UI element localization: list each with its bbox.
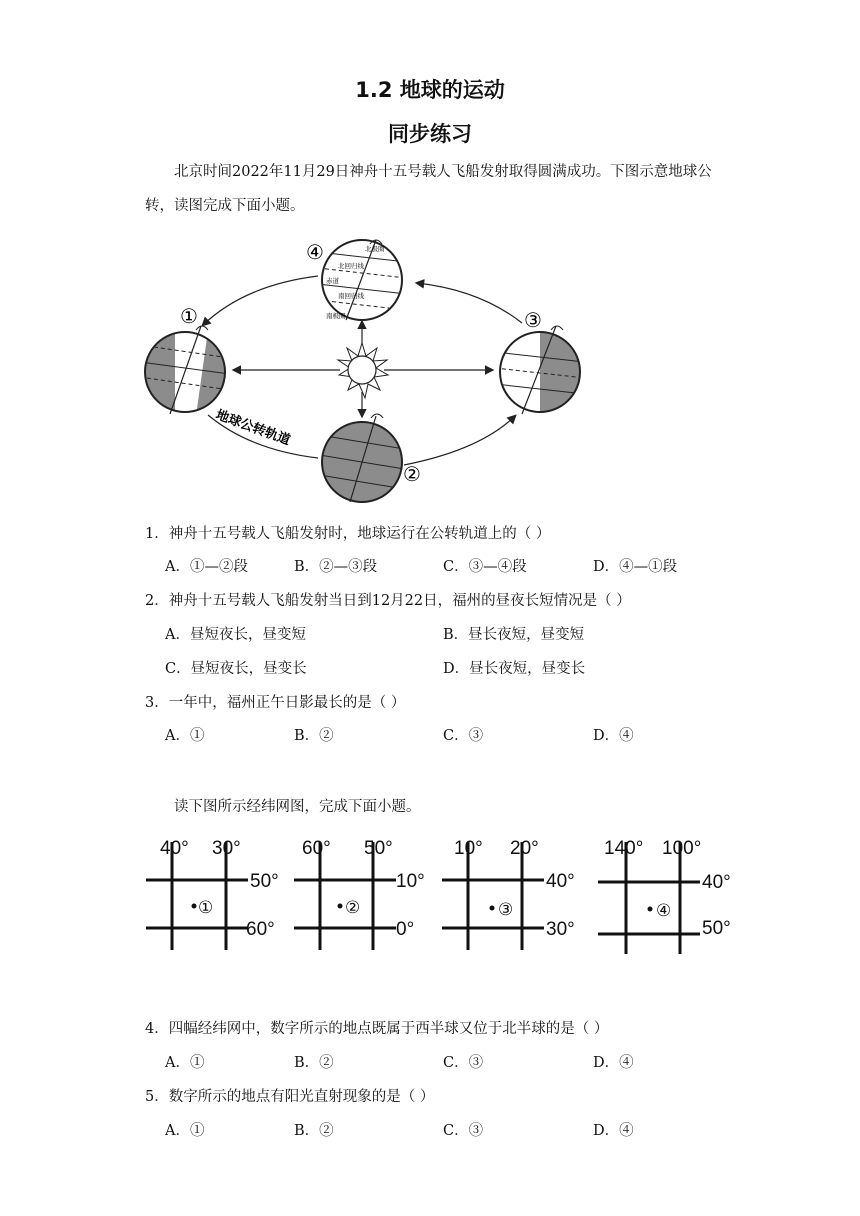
- q3-option-b[interactable]: B．②: [294, 728, 334, 744]
- grid2-lon-right: 50°: [364, 838, 393, 859]
- q5-option-d[interactable]: D．④: [593, 1123, 634, 1139]
- q2-option-b[interactable]: B．昼长夜短，昼变短: [443, 627, 585, 643]
- q4-option-c[interactable]: C．③: [443, 1055, 484, 1071]
- earth-position-3: [495, 326, 585, 420]
- grid3-lon-left: 10°: [454, 838, 483, 859]
- grid1-lat-top: 50°: [250, 871, 279, 892]
- q1-option-a[interactable]: A．①—②段: [165, 559, 248, 575]
- earth4-label-antarctic-circle: 南极圈: [326, 312, 346, 320]
- earth4-label-arctic-circle: 北极圈: [365, 245, 385, 253]
- graticule-grid-2: [294, 838, 425, 950]
- grid3-lat-top: 40°: [546, 871, 575, 892]
- grid1-lon-left: 40°: [160, 838, 189, 859]
- grid3-point: ③: [498, 900, 514, 919]
- q1-option-d[interactable]: D．④—①段: [593, 559, 678, 575]
- earth-position-2: [320, 414, 410, 510]
- grid4-lon-left: 140°: [604, 838, 644, 859]
- intro-paragraph-1: 北京时间2022年11月29日神舟十五号载人飞船发射取得圆满成功。下图示意地球公转，读图完成下面小题。: [145, 164, 712, 214]
- intro-paragraph-2: 读下图所示经纬网图，完成下面小题。: [174, 799, 421, 815]
- q2-option-c[interactable]: C．昼短夜长，昼变长: [165, 661, 307, 677]
- grid4-lon-right: 100°: [662, 838, 702, 859]
- grid4-point: ④: [656, 901, 672, 920]
- grid4-lat-bottom: 50°: [702, 918, 731, 939]
- grid2-lon-left: 60°: [302, 838, 331, 859]
- page-subtitle: 同步练习: [388, 122, 472, 146]
- graticule-grid-1: [146, 838, 279, 950]
- grid1-lon-right: 30°: [212, 838, 241, 859]
- position-label-1: ①: [180, 304, 198, 328]
- q5-option-b[interactable]: B．②: [294, 1123, 334, 1139]
- graticule-diagrams: [0, 830, 860, 990]
- graticule-grid-4: [598, 838, 731, 954]
- q3-option-c[interactable]: C．③: [443, 728, 484, 744]
- q3-option-d[interactable]: D．④: [593, 728, 634, 744]
- grid2-point: ②: [345, 898, 361, 917]
- orbit-arc-3-4: [417, 283, 522, 323]
- question-1-stem: 1．神舟十五号载人飞船发射时，地球运行在公转轨道上的（ ）: [145, 526, 551, 542]
- q1-option-c[interactable]: C．③—④段: [443, 559, 527, 575]
- q1-option-b[interactable]: B．②—③段: [294, 559, 378, 575]
- earth4-label-equator: 赤道: [326, 277, 339, 285]
- question-3-stem: 3．一年中，福州正午日影最长的是（ ）: [145, 695, 406, 711]
- q2-option-d[interactable]: D．昼长夜短，昼变长: [443, 661, 586, 677]
- q4-option-d[interactable]: D．④: [593, 1055, 634, 1071]
- sun-icon: [338, 343, 388, 398]
- orbit-arc-2-3: [404, 416, 515, 465]
- question-2-stem: 2．神舟十五号载人飞船发射当日到12月22日，福州的昼夜长短情况是（ ）: [145, 593, 631, 609]
- grid2-lat-bottom: 0°: [396, 919, 415, 940]
- q5-option-a[interactable]: A．①: [165, 1123, 205, 1139]
- q5-option-c[interactable]: C．③: [443, 1123, 484, 1139]
- graticule-grid-3: [442, 838, 575, 950]
- q3-option-a[interactable]: A．①: [165, 728, 205, 744]
- earth-position-4: [318, 240, 406, 320]
- grid1-point: ①: [198, 898, 214, 917]
- earth4-label-tropic-cancer: 北回归线: [338, 262, 364, 270]
- position-label-4: ④: [306, 240, 324, 264]
- q4-option-a[interactable]: A．①: [165, 1055, 205, 1071]
- question-5-stem: 5．数字所示的地点有阳光直射现象的是（ ）: [145, 1089, 435, 1105]
- q2-option-a[interactable]: A．昼短夜长，昼变短: [165, 627, 306, 643]
- grid4-lat-top: 40°: [702, 872, 731, 893]
- grid3-lon-right: 20°: [510, 838, 539, 859]
- page-title: 1.2 地球的运动: [355, 78, 505, 102]
- grid3-lat-bottom: 30°: [546, 919, 575, 940]
- position-label-2: ②: [403, 462, 421, 486]
- q4-option-b[interactable]: B．②: [294, 1055, 334, 1071]
- earth4-label-tropic-capricorn: 南回归线: [338, 292, 364, 300]
- grid1-lat-bottom: 60°: [246, 919, 275, 940]
- earth-revolution-diagram: [0, 0, 860, 520]
- grid2-lat-top: 10°: [396, 871, 425, 892]
- position-label-3: ③: [524, 308, 542, 332]
- question-4-stem: 4．四幅经纬网中，数字所示的地点既属于西半球又位于北半球的是（ ）: [145, 1021, 609, 1037]
- orbit-arc-4-1: [203, 276, 318, 325]
- orbit-label: 地球公转轨道: [213, 407, 293, 449]
